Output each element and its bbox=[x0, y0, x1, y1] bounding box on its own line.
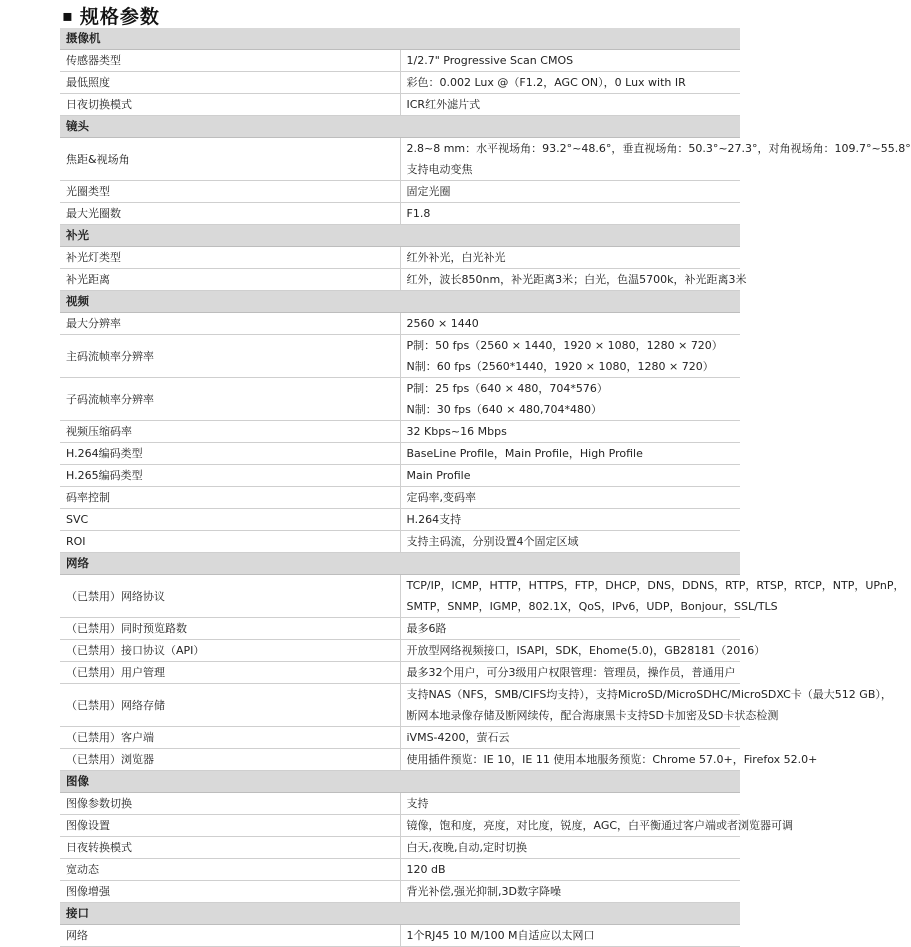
spec-value-line: 使用插件预览：IE 10，IE 11 使用本地服务预览：Chrome 57.0+，Firefox 52.0+ bbox=[406, 753, 818, 766]
spec-label: 图像增强 bbox=[60, 881, 400, 903]
spec-value bbox=[400, 925, 740, 947]
spec-label: （已禁用）网络协议 bbox=[60, 575, 400, 618]
spec-value-line: 红外补光，白光补光 bbox=[406, 251, 506, 264]
section-header-row bbox=[60, 28, 740, 50]
spec-label: 日夜转换模式 bbox=[60, 837, 400, 859]
spec-value-line: H.264支持 bbox=[406, 513, 462, 526]
spec-value bbox=[400, 618, 740, 640]
spec-label: 最大光圈数 bbox=[60, 203, 400, 225]
spec-row bbox=[60, 269, 740, 291]
section-title: 摄像机 bbox=[60, 28, 740, 50]
spec-value-line: 定码率,变码率 bbox=[406, 491, 476, 504]
spec-table bbox=[60, 28, 911, 947]
spec-label: （已禁用）浏览器 bbox=[60, 749, 400, 771]
spec-row bbox=[60, 203, 740, 225]
spec-value-line: F1.8 bbox=[406, 207, 431, 220]
spec-value-line: 支持电动变焦 bbox=[406, 163, 473, 176]
spec-label: （已禁用）用户管理 bbox=[60, 662, 400, 684]
section-title: 接口 bbox=[60, 903, 740, 925]
spec-value-line: P制：50 fps（2560 × 1440，1920 × 1080，1280 × 720） bbox=[406, 339, 723, 352]
spec-value bbox=[400, 749, 818, 771]
spec-value-line: 1个RJ45 10 M/100 M自适应以太网口 bbox=[406, 929, 595, 942]
spec-value bbox=[400, 378, 740, 421]
spec-row bbox=[60, 925, 740, 947]
spec-value bbox=[400, 465, 740, 487]
spec-label: 焦距&视场角 bbox=[60, 138, 400, 181]
bullet-icon: ▪ bbox=[62, 6, 74, 25]
spec-value-line: 彩色：0.002 Lux @（F1.2，AGC ON），0 Lux with IR bbox=[406, 76, 686, 89]
spec-row bbox=[60, 662, 740, 684]
spec-label: 宽动态 bbox=[60, 859, 400, 881]
spec-label: 图像参数切换 bbox=[60, 793, 400, 815]
section-header-row bbox=[60, 553, 740, 575]
spec-row bbox=[60, 313, 740, 335]
spec-value-line: N制：60 fps（2560*1440，1920 × 1080，1280 × 720） bbox=[406, 360, 714, 373]
spec-label: （已禁用）网络存储 bbox=[60, 684, 400, 727]
spec-label: ROI bbox=[60, 531, 400, 553]
spec-value bbox=[400, 181, 740, 203]
spec-value-line: 1/2.7" Progressive Scan CMOS bbox=[406, 54, 574, 67]
spec-label: SVC bbox=[60, 509, 400, 531]
spec-value bbox=[400, 727, 740, 749]
spec-value bbox=[400, 837, 740, 859]
spec-label: 网络 bbox=[60, 925, 400, 947]
spec-row bbox=[60, 487, 740, 509]
spec-value bbox=[400, 269, 747, 291]
spec-row bbox=[60, 50, 740, 72]
spec-label: 最低照度 bbox=[60, 72, 400, 94]
spec-row bbox=[60, 727, 740, 749]
spec-row bbox=[60, 138, 740, 181]
spec-value-line: 2.8~8 mm：水平视场角：93.2°~48.6°，垂直视场角：50.3°~27.3°，对角视场角：109.7°~55.8° bbox=[406, 142, 911, 155]
spec-value bbox=[400, 203, 740, 225]
spec-row bbox=[60, 881, 740, 903]
spec-value-line: BaseLine Profile，Main Profile，High Profile bbox=[406, 447, 643, 460]
spec-label: H.265编码类型 bbox=[60, 465, 400, 487]
spec-label: 日夜切换模式 bbox=[60, 94, 400, 116]
spec-label: 视频压缩码率 bbox=[60, 421, 400, 443]
spec-value bbox=[400, 509, 740, 531]
spec-row bbox=[60, 815, 740, 837]
spec-value-line: 背光补偿,强光抑制,3D数字降噪 bbox=[406, 885, 561, 898]
spec-value-line: 32 Kbps~16 Mbps bbox=[406, 425, 507, 438]
spec-value bbox=[400, 50, 740, 72]
spec-value-line: P制：25 fps（640 × 480，704*576） bbox=[406, 382, 608, 395]
spec-row bbox=[60, 94, 740, 116]
spec-value bbox=[400, 313, 740, 335]
spec-value-line: 红外，波长850nm，补光距离3米；白光，色温5700k，补光距离3米 bbox=[406, 273, 747, 286]
page-title-text: 规格参数 bbox=[79, 6, 160, 28]
spec-value-line: 2560 × 1440 bbox=[406, 317, 479, 330]
spec-value bbox=[400, 881, 740, 903]
spec-row bbox=[60, 640, 740, 662]
spec-label: 补光距离 bbox=[60, 269, 400, 291]
spec-value bbox=[400, 443, 740, 465]
spec-label: 码率控制 bbox=[60, 487, 400, 509]
spec-label: 传感器类型 bbox=[60, 50, 400, 72]
spec-value bbox=[400, 793, 740, 815]
spec-value-line: TCP/IP，ICMP，HTTP，HTTPS，FTP，DHCP，DNS，DDNS，RTP，RTSP，RTCP，NTP，UPnP， bbox=[406, 579, 905, 592]
spec-value-line: ICR红外滤片式 bbox=[406, 98, 481, 111]
spec-value-line: 最多6路 bbox=[406, 622, 447, 635]
spec-label: （已禁用）同时预览路数 bbox=[60, 618, 400, 640]
spec-row bbox=[60, 509, 740, 531]
spec-row bbox=[60, 793, 740, 815]
spec-value-line: 支持主码流，分别设置4个固定区域 bbox=[406, 535, 579, 548]
section-header-row bbox=[60, 291, 740, 313]
spec-row bbox=[60, 684, 740, 727]
spec-row bbox=[60, 443, 740, 465]
spec-value-line: N制：30 fps（640 × 480,704*480） bbox=[406, 403, 602, 416]
page-title bbox=[62, 2, 160, 29]
spec-value bbox=[400, 640, 766, 662]
spec-label: 最大分辨率 bbox=[60, 313, 400, 335]
spec-row bbox=[60, 749, 740, 771]
spec-label: H.264编码类型 bbox=[60, 443, 400, 465]
spec-value-line: 支持NAS（NFS，SMB/CIFS均支持），支持MicroSD/MicroSDHC/MicroSDXC卡（最大512 GB）， bbox=[406, 688, 892, 701]
spec-value bbox=[400, 575, 905, 618]
spec-row bbox=[60, 465, 740, 487]
spec-label: 光圈类型 bbox=[60, 181, 400, 203]
section-title: 补光 bbox=[60, 225, 740, 247]
spec-row bbox=[60, 859, 740, 881]
section-header-row bbox=[60, 116, 740, 138]
spec-value bbox=[400, 531, 740, 553]
spec-value-line: Main Profile bbox=[406, 469, 471, 482]
spec-value-line: 120 dB bbox=[406, 863, 446, 876]
spec-row bbox=[60, 247, 740, 269]
section-title: 视频 bbox=[60, 291, 740, 313]
spec-row bbox=[60, 531, 740, 553]
section-title: 图像 bbox=[60, 771, 740, 793]
spec-label: 补光灯类型 bbox=[60, 247, 400, 269]
spec-value bbox=[400, 859, 740, 881]
spec-label: 图像设置 bbox=[60, 815, 400, 837]
spec-label: （已禁用）客户端 bbox=[60, 727, 400, 749]
spec-row bbox=[60, 181, 740, 203]
spec-value-line: 支持 bbox=[406, 797, 429, 810]
spec-value bbox=[400, 662, 740, 684]
spec-value bbox=[400, 94, 740, 116]
spec-value bbox=[400, 247, 740, 269]
section-header-row bbox=[60, 225, 740, 247]
spec-value bbox=[400, 487, 740, 509]
section-header-row bbox=[60, 771, 740, 793]
spec-value-line: 白天,夜晚,自动,定时切换 bbox=[406, 841, 527, 854]
spec-value-line: 最多32个用户，可分3级用户权限管理：管理员，操作员，普通用户 bbox=[406, 666, 736, 679]
spec-value-line: 断网本地录像存储及断网续传，配合海康黑卡支持SD卡加密及SD卡状态检测 bbox=[406, 709, 779, 722]
spec-value-line: 镜像，饱和度，亮度，对比度，锐度，AGC，白平衡通过客户端或者浏览器可调 bbox=[406, 819, 794, 832]
spec-value bbox=[400, 815, 794, 837]
spec-row bbox=[60, 72, 740, 94]
section-title: 网络 bbox=[60, 553, 740, 575]
spec-value-line: SMTP，SNMP，IGMP，802.1X，QoS，IPv6，UDP，Bonjour，SSL/TLS bbox=[406, 600, 778, 613]
spec-value bbox=[400, 72, 740, 94]
spec-value bbox=[400, 138, 911, 181]
spec-row bbox=[60, 618, 740, 640]
spec-value bbox=[400, 335, 740, 378]
spec-row bbox=[60, 837, 740, 859]
spec-value-line: 开放型网络视频接口，ISAPI，SDK，Ehome(5.0)，GB28181（2016） bbox=[406, 644, 766, 657]
spec-label: 子码流帧率分辨率 bbox=[60, 378, 400, 421]
spec-value-line: iVMS-4200，萤石云 bbox=[406, 731, 510, 744]
spec-row bbox=[60, 335, 740, 378]
spec-row bbox=[60, 575, 740, 618]
section-title: 镜头 bbox=[60, 116, 740, 138]
spec-label: （已禁用）接口协议（API） bbox=[60, 640, 400, 662]
spec-value-line: 固定光圈 bbox=[406, 185, 451, 198]
spec-row bbox=[60, 378, 740, 421]
spec-value bbox=[400, 421, 740, 443]
spec-table-body bbox=[60, 28, 911, 947]
section-header-row bbox=[60, 903, 740, 925]
spec-row bbox=[60, 421, 740, 443]
spec-label: 主码流帧率分辨率 bbox=[60, 335, 400, 378]
spec-value bbox=[400, 684, 892, 727]
